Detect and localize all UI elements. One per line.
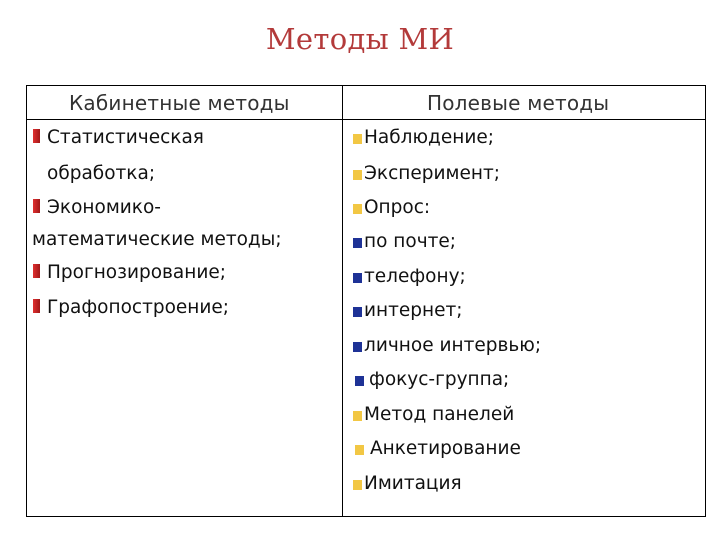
right-item-3: Опрос: [364, 197, 431, 218]
right-item-11: Имитация [364, 473, 462, 494]
column-divider [342, 86, 343, 516]
yellow-square-bullet-icon [353, 134, 362, 144]
right-item-4: по почте; [364, 231, 457, 252]
yellow-square-bullet-icon [353, 204, 362, 214]
right-item-7: личное интервью; [364, 335, 542, 356]
red-square-bullet-icon [33, 299, 40, 313]
right-item-1: Наблюдение; [364, 127, 494, 148]
yellow-square-bullet-icon [353, 480, 362, 490]
blue-square-bullet-icon [353, 342, 362, 352]
yellow-square-bullet-icon [353, 411, 362, 421]
blue-square-bullet-icon [355, 376, 364, 386]
slide-title: Методы МИ [265, 22, 455, 56]
blue-square-bullet-icon [353, 273, 362, 283]
blue-square-bullet-icon [353, 307, 362, 317]
right-column-header: Полевые методы [427, 91, 610, 115]
left-column-header: Кабинетные методы [69, 91, 290, 115]
header-divider [27, 119, 705, 120]
left-item-3: Экономико- [47, 197, 161, 218]
red-square-bullet-icon [33, 199, 40, 213]
right-item-8: фокус-группа; [369, 369, 510, 390]
right-item-6: интернет; [364, 300, 463, 321]
red-square-bullet-icon [33, 264, 40, 278]
left-item-5: Прогнозирование; [47, 262, 227, 283]
right-item-9: Метод панелей [364, 404, 515, 425]
left-item-6: Графопостроение; [47, 297, 230, 318]
right-item-2: Эксперимент; [364, 163, 500, 184]
yellow-square-bullet-icon [355, 445, 364, 455]
right-item-10: Анкетирование [370, 438, 521, 459]
blue-square-bullet-icon [353, 238, 362, 248]
yellow-square-bullet-icon [353, 170, 362, 180]
left-item-2: обработка; [47, 163, 156, 184]
left-item-4: математические методы; [32, 229, 282, 250]
methods-table [26, 85, 706, 517]
left-item-1: Статистическая [47, 127, 204, 148]
right-item-5: телефону; [364, 266, 466, 287]
red-square-bullet-icon [33, 129, 40, 143]
